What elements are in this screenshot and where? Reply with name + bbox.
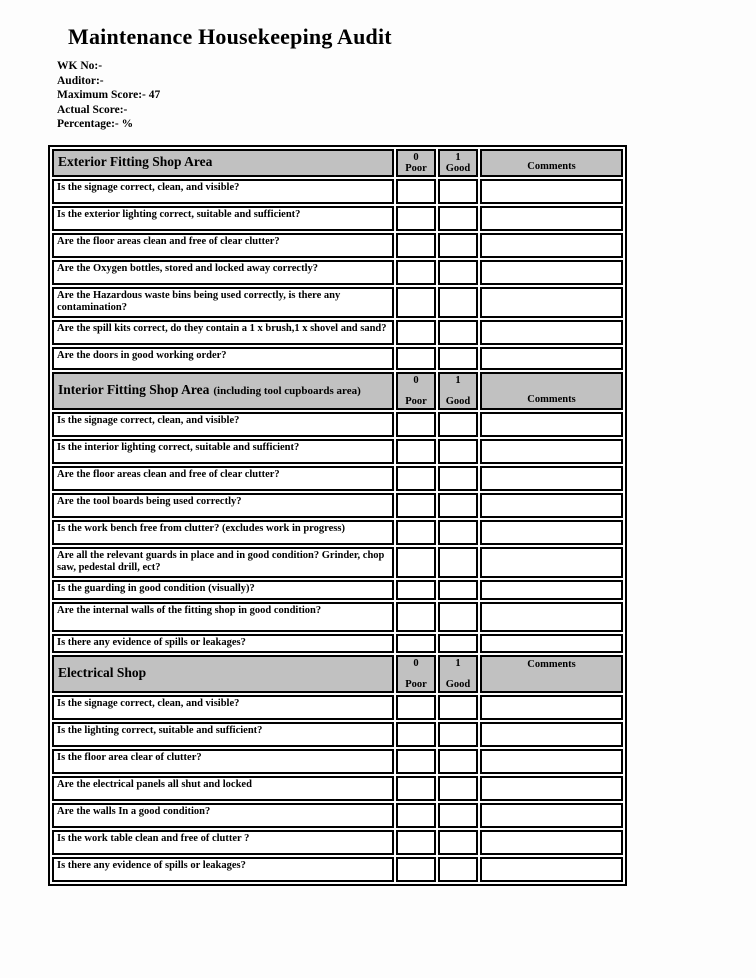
poor-cell: [396, 179, 436, 204]
good-header-cell: [438, 149, 478, 177]
comment-cell: [480, 547, 623, 578]
auditor-line: Auditor:-: [57, 74, 104, 87]
poor-cell: [396, 206, 436, 231]
question-cell: Is the signage correct, clean, and visible?: [52, 695, 394, 720]
comment-cell: [480, 520, 623, 545]
poor-cell: [396, 602, 436, 632]
question-cell: Is the signage correct, clean, and visible?: [52, 179, 394, 204]
good-cell: [438, 634, 478, 653]
question-row: [52, 776, 623, 801]
good-cell: [438, 287, 478, 318]
poor-cell: [396, 493, 436, 518]
comment-cell: [480, 776, 623, 801]
poor-cell: [396, 260, 436, 285]
poor-cell: [396, 803, 436, 828]
good-score-label: Good: [445, 162, 471, 174]
question-cell: Is the signage correct, clean, and visible?: [52, 412, 394, 437]
good-cell: [438, 803, 478, 828]
question-row: [52, 547, 623, 578]
question-row: [52, 233, 623, 258]
poor-cell: [396, 695, 436, 720]
question-row: [52, 260, 623, 285]
comment-cell: [480, 412, 623, 437]
audit-table: [48, 145, 627, 886]
question-row: [52, 695, 623, 720]
comment-cell: [480, 233, 623, 258]
question-cell: Is the work bench free from clutter? (excludes work in progress): [52, 520, 394, 545]
poor-cell: [396, 466, 436, 491]
question-cell: Are the floor areas clean and free of clear clutter?: [52, 233, 394, 258]
question-row: [52, 634, 623, 653]
good-cell: [438, 857, 478, 882]
poor-cell: [396, 287, 436, 318]
good-cell: [438, 347, 478, 370]
question-cell: Are the doors in good working order?: [52, 347, 394, 370]
comments-header-cell: Comments: [480, 655, 623, 693]
question-cell: Is the exterior lighting correct, suitable and sufficient?: [52, 206, 394, 231]
comment-cell: [480, 206, 623, 231]
question-row: [52, 602, 623, 632]
poor-cell: [396, 347, 436, 370]
question-cell: Are the walls In a good condition?: [52, 803, 394, 828]
section-title: Electrical Shop: [58, 665, 147, 680]
question-cell: Is the floor area clear of clutter?: [52, 749, 394, 774]
comment-cell: [480, 320, 623, 345]
question-cell: Is the guarding in good condition (visually)?: [52, 580, 394, 600]
good-score-value: 1: [455, 374, 461, 386]
good-cell: [438, 260, 478, 285]
comment-cell: [480, 347, 623, 370]
comment-cell: [480, 722, 623, 747]
poor-cell: [396, 520, 436, 545]
section-title: Exterior Fitting Shop Area: [58, 154, 213, 169]
good-score-label: Good: [445, 395, 471, 407]
poor-cell: [396, 749, 436, 774]
comment-cell: [480, 439, 623, 464]
section-title-cell: [52, 372, 394, 410]
question-row: [52, 179, 623, 204]
comment-cell: [480, 857, 623, 882]
poor-cell: [396, 412, 436, 437]
comment-cell: [480, 602, 623, 632]
comment-cell: [480, 580, 623, 600]
question-row: [52, 803, 623, 828]
question-row: [52, 830, 623, 855]
comments-header-cell: Comments: [480, 149, 623, 177]
question-cell: Is there any evidence of spills or leakages?: [52, 634, 394, 653]
section-header-electrical: [52, 655, 623, 693]
poor-cell: [396, 830, 436, 855]
poor-cell: [396, 634, 436, 653]
poor-cell: [396, 580, 436, 600]
comment-cell: [480, 634, 623, 653]
question-row: [52, 580, 623, 600]
question-cell: Is the work table clean and free of clutter ?: [52, 830, 394, 855]
question-row: [52, 520, 623, 545]
comment-cell: [480, 179, 623, 204]
question-row: [52, 287, 623, 318]
poor-cell: [396, 233, 436, 258]
good-cell: [438, 580, 478, 600]
question-row: [52, 320, 623, 345]
poor-cell: [396, 547, 436, 578]
good-header-cell: [438, 655, 478, 693]
comments-header-cell: Comments: [480, 372, 623, 410]
section-title-cell: [52, 655, 394, 693]
comment-cell: [480, 749, 623, 774]
percentage-line: Percentage:- %: [57, 118, 134, 130]
comment-cell: [480, 493, 623, 518]
section-header-exterior: [52, 149, 623, 177]
question-cell: Are the floor areas clean and free of clear clutter?: [52, 466, 394, 491]
section-title: Interior Fitting Shop Area: [58, 382, 210, 397]
comment-cell: [480, 466, 623, 491]
question-cell: Are the tool boards being used correctly?: [52, 493, 394, 518]
poor-score-value: 0: [413, 374, 419, 386]
question-row: [52, 722, 623, 747]
comment-cell: [480, 260, 623, 285]
poor-header-cell: [396, 149, 436, 177]
good-cell: [438, 722, 478, 747]
wk-no-line: WK No:-: [57, 60, 103, 72]
section-title-cell: [52, 149, 394, 177]
comment-cell: [480, 803, 623, 828]
good-cell: [438, 412, 478, 437]
question-row: [52, 749, 623, 774]
good-cell: [438, 547, 478, 578]
good-cell: [438, 776, 478, 801]
question-row: [52, 493, 623, 518]
actual-score-line: Actual Score:-: [57, 103, 128, 116]
question-cell: Are all the relevant guards in place and in good condition? Grinder, chop saw, pedestal drill, ect?: [52, 547, 394, 578]
good-score-label: Good: [445, 678, 471, 690]
good-header-cell: [438, 372, 478, 410]
question-cell: Are the electrical panels all shut and locked: [52, 776, 394, 801]
poor-score-label: Poor: [405, 678, 427, 690]
section-subtitle: (including tool cupboards area): [213, 385, 361, 397]
good-cell: [438, 520, 478, 545]
good-cell: [438, 695, 478, 720]
document-title: Maintenance Housekeeping Audit: [68, 24, 392, 49]
good-cell: [438, 602, 478, 632]
poor-score-value: 0: [413, 657, 419, 669]
comment-cell: [480, 830, 623, 855]
question-row: [52, 857, 623, 882]
poor-cell: [396, 776, 436, 801]
question-cell: Are the Oxygen bottles, stored and locked away correctly?: [52, 260, 394, 285]
poor-score-label: Poor: [405, 395, 427, 407]
comment-cell: [480, 695, 623, 720]
poor-cell: [396, 857, 436, 882]
poor-score-label: Poor: [405, 162, 427, 174]
question-cell: Is the lighting correct, suitable and sufficient?: [52, 722, 394, 747]
question-cell: Is the interior lighting correct, suitable and sufficient?: [52, 439, 394, 464]
poor-cell: [396, 722, 436, 747]
question-row: [52, 412, 623, 437]
good-cell: [438, 179, 478, 204]
meta-block: [57, 59, 756, 132]
good-score-value: 1: [455, 151, 461, 163]
poor-header-cell: [396, 372, 436, 410]
good-cell: [438, 466, 478, 491]
good-cell: [438, 233, 478, 258]
section-header-interior: [52, 372, 623, 410]
good-cell: [438, 320, 478, 345]
good-score-value: 1: [455, 657, 461, 669]
question-cell: Are the spill kits correct, do they contain a 1 x brush,1 x shovel and sand?: [52, 320, 394, 345]
poor-score-value: 0: [413, 151, 419, 163]
maximum-score-line: Maximum Score:- 47: [57, 89, 161, 101]
good-cell: [438, 749, 478, 774]
good-cell: [438, 493, 478, 518]
good-cell: [438, 439, 478, 464]
question-cell: Are the internal walls of the fitting shop in good condition?: [52, 602, 394, 632]
question-row: [52, 347, 623, 370]
comment-cell: [480, 287, 623, 318]
poor-header-cell: [396, 655, 436, 693]
question-row: [52, 206, 623, 231]
good-cell: [438, 830, 478, 855]
poor-cell: [396, 320, 436, 345]
question-cell: Are the Hazardous waste bins being used correctly, is there any contamination?: [52, 287, 394, 318]
poor-cell: [396, 439, 436, 464]
question-row: [52, 439, 623, 464]
question-row: [52, 466, 623, 491]
question-cell: Is there any evidence of spills or leakages?: [52, 857, 394, 882]
good-cell: [438, 206, 478, 231]
